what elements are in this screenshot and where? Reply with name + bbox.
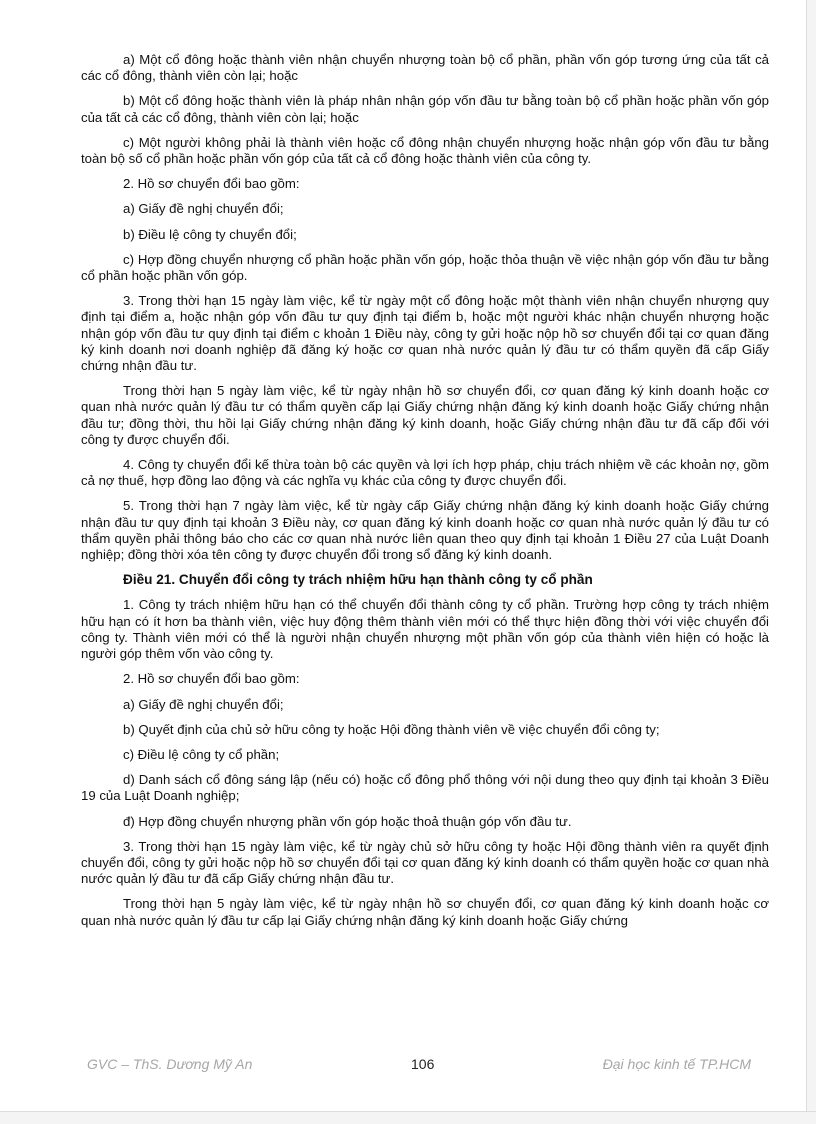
paragraph-clause-5: 5. Trong thời hạn 7 ngày làm việc, kể từ ngày cấp Giấy chứng nhận đăng ký kinh doanh hoặc Giấy chứng nhận đầu tư quy định tại khoản 3 Điều này, cơ quan đăng ký kinh doanh hoặc cơ quan nhà nước quản lý đầu tư có thẩm quyền phải thông báo cho các cơ quan nhà nước liên quan theo quy định tại khoản 1 Điều 27 của Luật Doanh nghiệp; đồng thời xóa tên công ty được chuyển đổi trong sổ đăng ký kinh doanh.	[81, 498, 769, 563]
article-paragraph-2b: b) Quyết định của chủ sở hữu công ty hoặc Hội đồng thành viên về việc chuyển đổi công ty;	[123, 721, 660, 737]
footer-author: GVC – ThS. Dương Mỹ An	[87, 1056, 253, 1072]
page-body	[81, 52, 769, 938]
paragraph-clause-a: a) Một cổ đông hoặc thành viên nhận chuyển nhượng toàn bộ cổ phần, phần vốn góp tương ứng của tất cả các cổ đông, thành viên còn lại; hoặc	[81, 52, 769, 84]
article-paragraph-2dd: đ) Hợp đồng chuyển nhượng phần vốn góp hoặc thoả thuận góp vốn đầu tư.	[123, 813, 572, 829]
paragraph-clause-3: 3. Trong thời hạn 15 ngày làm việc, kể từ ngày một cổ đông hoặc một thành viên nhận chuyển nhượng quy định tại điểm a, hoặc nhận góp vốn đầu tư quy định tại điểm b, hoặc một người khác nhận chuyển nhượng hoặc nhận góp vốn đầu tư quy định tại điểm c khoản 1 Điều này, công ty gửi hoặc nộp hồ sơ chuyển đổi tại cơ quan đăng ký kinh doanh nơi doanh nghiệp đã đăng ký hoặc cơ quan nhà nước quản lý đầu tư có thẩm quyền đã cấp Giấy chứng nhận đầu tư.	[81, 293, 769, 374]
page-edge-right	[806, 0, 816, 1123]
paragraph-dossier-b: b) Điều lệ công ty chuyển đổi;	[123, 226, 297, 242]
article-paragraph-2: 2. Hồ sơ chuyển đổi bao gồm:	[123, 671, 300, 687]
article-paragraph-2c: c) Điều lệ công ty cổ phần;	[123, 746, 280, 762]
paragraph-clause-b: b) Một cổ đông hoặc thành viên là pháp nhân nhận góp vốn đầu tư bằng toàn bộ cổ phần hoặc phần vốn góp của tất cả các cổ đông, thành viên còn lại; hoặc	[81, 93, 769, 125]
paragraph-clause-c: c) Một người không phải là thành viên hoặc cổ đông nhận chuyển nhượng hoặc nhận góp vốn đầu tư bằng toàn bộ số cổ phần hoặc phần vốn góp của tất cả cổ đông hoặc thành viên của công ty.	[81, 134, 769, 167]
article-paragraph-1: 1. Công ty trách nhiệm hữu hạn có thể chuyển đổi thành công ty cổ phần. Trường hợp công ty trách nhiệm hữu hạn có ít hơn ba thành viên, việc huy động thêm thành viên mới có thể thực hiện đồng thời với việc chuyển đổi công ty. Thành viên mới có thể là người nhận chuyển nhượng một phần vốn góp của thành viên hiện có hoặc là người góp thêm vốn vào công ty.	[81, 597, 769, 662]
page-footer	[81, 1056, 771, 1076]
paragraph-clause-4: 4. Công ty chuyển đổi kế thừa toàn bộ các quyền và lợi ích hợp pháp, chịu trách nhiệm về các khoản nợ, gồm cả nợ thuế, hợp đồng lao động và các nghĩa vụ khác của công ty được chuyển đổi.	[81, 457, 769, 489]
article-heading: Điều 21. Chuyển đổi công ty trách nhiệm hữu hạn thành công ty cổ phần	[123, 572, 593, 588]
paragraph-clause-3-cont: Trong thời hạn 5 ngày làm việc, kể từ ngày nhận hồ sơ chuyển đổi, cơ quan đăng ký kinh doanh hoặc cơ quan nhà nước quản lý đầu tư có thẩm quyền cấp lại Giấy chứng nhận đăng ký kinh doanh hoặc Giấy chứng nhận đầu tư; đồng thời, thu hồi lại Giấy chứng nhận đăng ký kinh doanh, hoặc Giấy chứng nhận đầu tư đã cấp đối với công ty được chuyển đổi.	[81, 383, 769, 447]
paragraph-dossier-a: a) Giấy đề nghị chuyển đổi;	[123, 201, 284, 217]
footer-institution: Đại học kinh tế TP.HCM	[602, 1056, 751, 1072]
paragraph-dossier-intro: 2. Hồ sơ chuyển đổi bao gồm:	[123, 176, 300, 192]
footer-page-number: 106	[411, 1056, 435, 1072]
article-paragraph-3-cont: Trong thời hạn 5 ngày làm việc, kể từ ngày nhận hồ sơ chuyển đổi, cơ quan đăng ký kinh doanh hoặc cơ quan nhà nước quản lý đầu tư cấp lại Giấy chứng nhận đăng ký kinh doanh hoặc Giấy chứng	[81, 896, 769, 928]
article-paragraph-3: 3. Trong thời hạn 15 ngày làm việc, kể từ ngày chủ sở hữu công ty hoặc Hội đồng thành viên ra quyết định chuyển đổi, công ty gửi hoặc nộp hồ sơ chuyển đổi tại cơ quan đăng ký kinh doanh có thẩm quyền hoặc cơ quan nhà nước quản lý đầu tư đã cấp Giấy chứng nhận đầu tư.	[81, 838, 769, 887]
article-paragraph-2a: a) Giấy đề nghị chuyển đổi;	[123, 696, 284, 712]
page-edge-bottom	[0, 1111, 816, 1124]
article-paragraph-2d: d) Danh sách cổ đông sáng lập (nếu có) hoặc cổ đông phổ thông với nội dung theo quy định tại khoản 3 Điều 19 của Luật Doanh nghiệp;	[81, 772, 769, 804]
paragraph-dossier-c: c) Hợp đồng chuyển nhượng cổ phần hoặc phần vốn góp, hoặc thỏa thuận về việc nhận góp vốn đầu tư bằng cổ phần hoặc phần vốn góp.	[81, 251, 769, 284]
